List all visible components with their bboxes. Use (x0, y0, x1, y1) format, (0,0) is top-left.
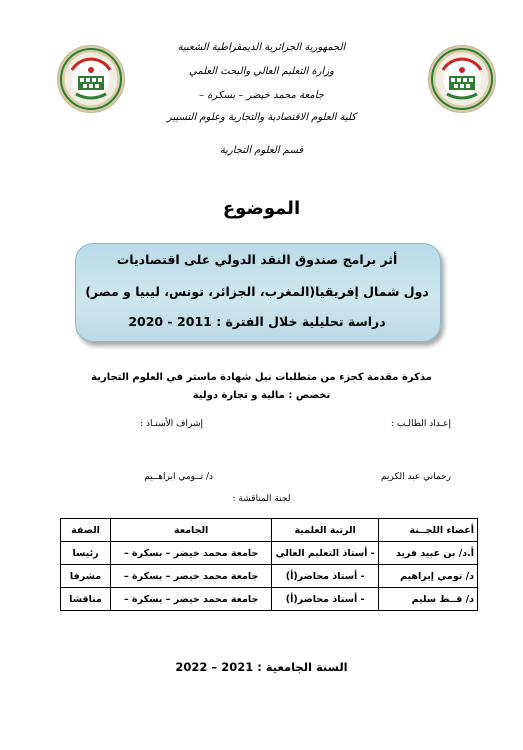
member-name: أ.د/ بن عبيد فريد (379, 542, 478, 565)
table-row (61, 542, 478, 565)
member-role: مشرفا (61, 565, 111, 588)
university-logo-left (57, 45, 125, 113)
member-rank: - أستاذ التعليم العالي (272, 542, 379, 565)
header-rank: الرتبة العلمية (272, 519, 379, 542)
title-line-3: دراسة تحليلية خلال الفترة : 2011 - 2020 (128, 314, 386, 329)
university-seal-icon (429, 46, 495, 112)
member-role: مناقشا (61, 588, 111, 611)
member-university: جامعة محمد خيضر – بسكرة – (111, 542, 272, 565)
department-name: قسم العلوم التجارية (219, 145, 304, 156)
member-role: رئيسا (61, 542, 111, 565)
member-rank: - أستاذ محاضر(أ) (272, 565, 379, 588)
header-member: أعضاء اللجــنة (379, 519, 478, 542)
member-name: د/ قــط سليم (379, 588, 478, 611)
thesis-specialty: تخصص : مالية و تجارة دولية (192, 390, 331, 401)
title-line-1: أثر برامج صندوق النقد الدولي على اقتصاديات (116, 252, 398, 267)
thesis-description: مذكرة مقدمة كجزء من متطلبات نيل شهادة ماستر في العلوم التجارية (91, 372, 432, 383)
supervisor-label: إشراف الأستـاذ : (140, 419, 203, 429)
student-label: إعـداد الطالـب : (390, 419, 451, 429)
member-university: جامعة محمد خيضر – بسكرة – (111, 588, 272, 611)
student-name: رحماني عبد الكريم (380, 472, 451, 482)
header-role: الصفة (61, 519, 111, 542)
ministry-name: وزارة التعليم العالي والبحث العلمي (189, 66, 334, 77)
member-rank: - أستاذ محاضر(أ) (272, 588, 379, 611)
university-logo-right (428, 45, 496, 113)
supervisor-name: د/ تــومي ابراهــيم (144, 472, 213, 482)
academic-year: السنة الجامعية : 2021 – 2022 (175, 660, 348, 674)
university-name: جامعة محمد خيضر – بسكرة – (199, 90, 324, 101)
faculty-name: كلية العلوم الاقتصادية والتجارية وعلوم التسيير (166, 112, 357, 123)
table-row (61, 588, 478, 611)
table-row (61, 565, 478, 588)
header-university: الجامعة (111, 519, 272, 542)
committee-table (60, 518, 478, 611)
table-header-row (61, 519, 478, 542)
republic-name: الجمهورية الجزائرية الديمقراطية الشعبية (177, 42, 346, 53)
member-university: جامعة محمد خيضر – بسكرة – (111, 565, 272, 588)
committee-label: لجنة المناقشة : (232, 494, 291, 504)
member-name: د/ تومي إبراهيم (379, 565, 478, 588)
subject-label: الموضوع (222, 198, 301, 219)
title-line-2: دول شمال إفريقيا(المغرب، الجزائر، تونس، ليبيا و مصر) (85, 284, 429, 299)
university-seal-icon (58, 46, 124, 112)
